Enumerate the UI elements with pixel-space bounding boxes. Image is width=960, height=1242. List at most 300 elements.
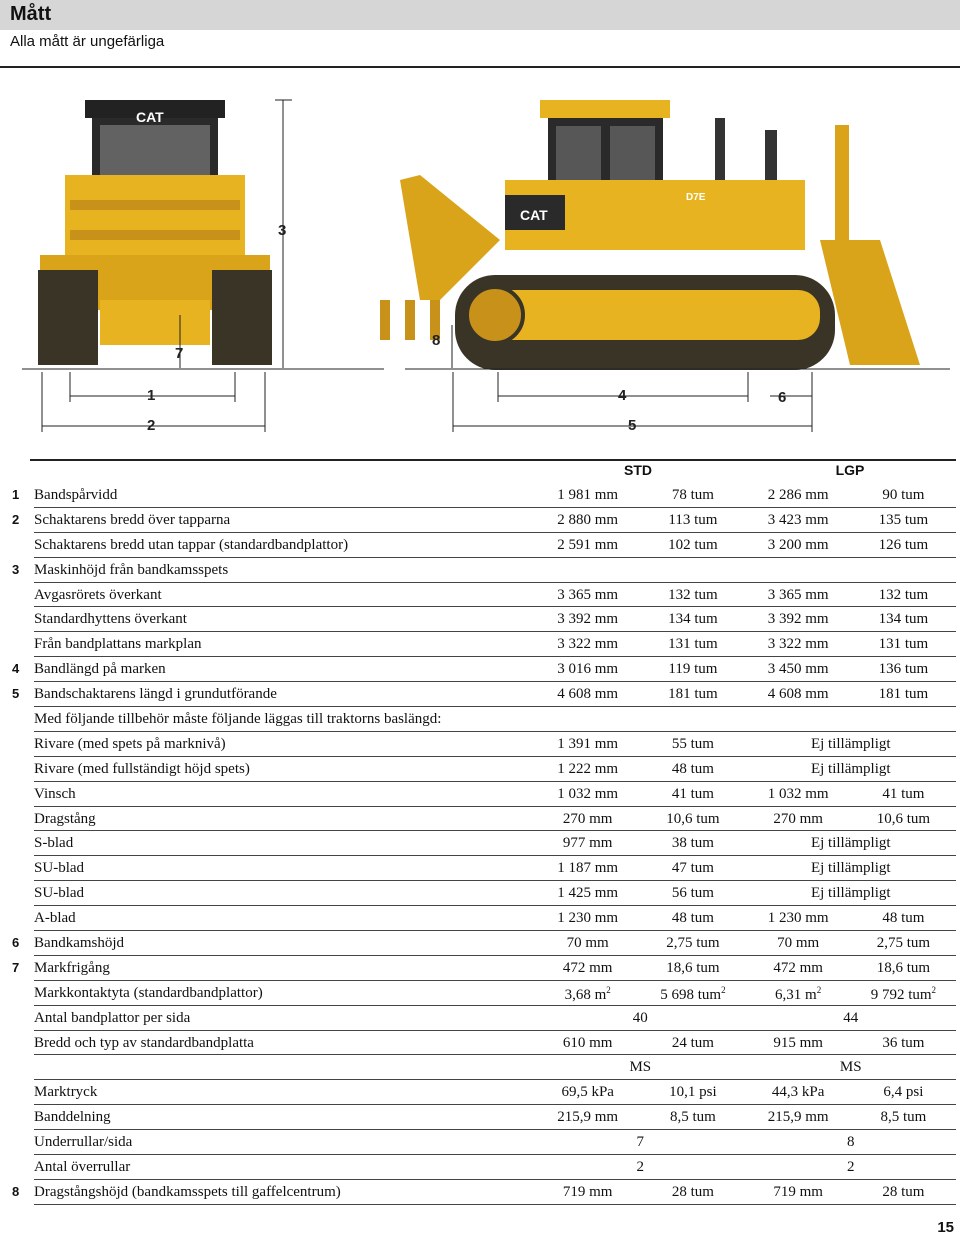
std-metric-value (535, 483, 640, 507)
lgp-imperial-value (851, 582, 956, 607)
lgp-metric-value (746, 483, 851, 507)
std-imperial-value (640, 881, 745, 906)
std-metric-value (535, 731, 640, 756)
std-metric-value (535, 557, 640, 582)
row-label-text: Marktryck (34, 1084, 98, 1101)
std-imperial-value-text: 102 tum (668, 536, 718, 553)
std-metric-value-text: 215,9 mm (557, 1109, 619, 1126)
std-metric-value-text: 1 230 mm (557, 910, 619, 927)
lgp-imperial-value (851, 632, 956, 657)
std-metric-value (535, 1179, 640, 1204)
row-number (12, 781, 34, 806)
row-label (34, 682, 535, 707)
lgp-imperial-value-text: 134 tum (878, 611, 929, 628)
lgp-imperial-value-text: 90 tum (882, 486, 925, 503)
lgp-merged-value (746, 731, 956, 756)
std-metric-value-text: 70 mm (566, 934, 609, 951)
lgp-imperial-value (851, 1105, 956, 1130)
row-label (34, 582, 535, 607)
callout-4: 4 (618, 387, 627, 404)
row-number (12, 1030, 34, 1055)
lgp-imperial-value (851, 483, 956, 507)
callout-2: 2 (147, 417, 156, 434)
lgp-merged-value (746, 856, 956, 881)
lgp-imperial-value (851, 955, 956, 980)
row-label (34, 1030, 535, 1055)
std-imperial-value-text: 181 tum (668, 686, 718, 703)
lgp-metric-value-text: 270 mm (773, 810, 823, 827)
lgp-imperial-value (851, 557, 956, 582)
row-label (34, 557, 535, 582)
row-label-text: Maskinhöjd från bandkamsspets (34, 561, 229, 578)
lgp-metric-value (746, 906, 851, 931)
std-imperial-value (640, 557, 745, 582)
std-imperial-value-text: 10,1 psi (669, 1084, 717, 1101)
std-imperial-value (640, 731, 745, 756)
lgp-imperial-value-text: 28 tum (882, 1183, 925, 1200)
row-label-text: Bandspårvidd (34, 486, 118, 503)
std-imperial-value-text: 8,5 tum (669, 1109, 716, 1126)
row-label-text: Avgasrörets överkant (34, 586, 162, 603)
std-metric-value (535, 906, 640, 931)
row-label (34, 1179, 535, 1204)
lgp-imperial-value (851, 931, 956, 956)
row-label (34, 483, 535, 507)
row-label (34, 931, 535, 956)
std-imperial-value-text: 56 tum (671, 885, 714, 902)
table-row (12, 931, 956, 956)
row-label-text: Standardhyttens överkant (34, 611, 187, 628)
callout-5: 5 (628, 417, 637, 434)
page-number: 15 (937, 1219, 954, 1236)
table-row (12, 1105, 956, 1130)
row-number (12, 1080, 34, 1105)
lgp-merged-value-text: 8 (847, 1134, 855, 1151)
lgp-imperial-value-text: 136 tum (878, 661, 929, 678)
lgp-metric-value (746, 657, 851, 682)
lgp-imperial-value-text: 10,6 tum (876, 810, 931, 827)
model-badge: D7E (686, 192, 706, 203)
row-label (34, 1005, 535, 1030)
row-label (34, 632, 535, 657)
table-row (12, 1080, 956, 1105)
std-imperial-value (640, 906, 745, 931)
row-label-text: Antal överrullar (34, 1158, 131, 1175)
row-number (12, 856, 34, 881)
std-metric-value (535, 955, 640, 980)
row-label (34, 532, 535, 557)
table-row (12, 682, 956, 707)
lgp-metric-value-text: 3 423 mm (767, 511, 829, 528)
std-metric-value-text: 2 880 mm (557, 511, 619, 528)
lgp-imperial-value-text: 9 792 tum (870, 987, 932, 1004)
row-label-text: Med följande tillbehör måste följande läggas till traktorns baslängd: (34, 710, 442, 727)
std-imperial-value-text: 38 tum (671, 835, 714, 852)
lgp-metric-value-text: 44,3 kPa (771, 1084, 825, 1101)
std-metric-value (535, 980, 640, 1005)
std-metric-value-text: 610 mm (562, 1034, 613, 1051)
lgp-imperial-value-text: 181 tum (878, 686, 929, 703)
lgp-merged-value (746, 756, 956, 781)
table-row (12, 906, 956, 931)
lgp-merged-value (746, 881, 956, 906)
std-metric-value-text: 1 425 mm (557, 885, 619, 902)
std-metric-value-text: 4 608 mm (557, 686, 619, 703)
header-bar (0, 0, 960, 30)
row-label (34, 856, 535, 881)
row-label (34, 980, 535, 1005)
std-metric-value-text: 3 392 mm (557, 611, 619, 628)
lgp-metric-value (746, 1105, 851, 1130)
row-number-text: 4 (12, 661, 20, 677)
row-label-text: Markkontaktyta (standardbandplattor) (34, 984, 263, 1001)
dimensions-table (12, 483, 956, 1205)
row-label-text: S-blad (34, 835, 74, 852)
row-label-text: Bandlängd på marken (34, 661, 166, 678)
lgp-imperial-value (851, 607, 956, 632)
lgp-metric-value (746, 781, 851, 806)
lgp-imperial-value (851, 1080, 956, 1105)
table-row (12, 707, 956, 732)
lgp-metric-value-text: 3 365 mm (767, 586, 829, 603)
std-imperial-value-text: 131 tum (668, 636, 718, 653)
std-metric-value-text: 1 222 mm (557, 760, 619, 777)
std-metric-value (535, 756, 640, 781)
row-number (12, 1055, 34, 1080)
lgp-metric-value-text: 472 mm (773, 959, 823, 976)
table-row (12, 582, 956, 607)
row-number (12, 731, 34, 756)
std-imperial-value (640, 806, 745, 831)
std-imperial-value (640, 1030, 745, 1055)
row-number (12, 756, 34, 781)
table-row (12, 632, 956, 657)
std-imperial-value-text: 10,6 tum (666, 810, 720, 827)
std-merged-value (535, 1130, 745, 1155)
std-imperial-value-text: 18,6 tum (666, 959, 720, 976)
row-number (12, 955, 34, 980)
lgp-imperial-value (851, 707, 956, 732)
row-number-text: 2 (12, 511, 20, 527)
row-label-text: Bandkamshöjd (34, 934, 125, 951)
lgp-metric-value (746, 955, 851, 980)
row-label-text: Vinsch (34, 785, 76, 802)
std-imperial-value-text: 132 tum (668, 586, 718, 603)
std-metric-value-text: 270 mm (562, 810, 613, 827)
lgp-metric-value-text: 3 392 mm (767, 611, 829, 628)
lgp-imperial-value (851, 507, 956, 532)
table-row (12, 756, 956, 781)
table-row (12, 881, 956, 906)
lgp-imperial-value (851, 1179, 956, 1204)
table-row (12, 1030, 956, 1055)
std-metric-value (535, 682, 640, 707)
lgp-metric-value-text: 6,31 m (775, 987, 817, 1004)
std-metric-value (535, 806, 640, 831)
row-number (12, 1179, 34, 1204)
lgp-metric-value (746, 557, 851, 582)
std-imperial-value (640, 507, 745, 532)
std-imperial-value (640, 955, 745, 980)
lgp-imperial-value-text: 6,4 psi (883, 1084, 924, 1101)
row-label (34, 881, 535, 906)
std-metric-value-text: 1 187 mm (557, 860, 619, 877)
row-label (34, 756, 535, 781)
table-row (12, 980, 956, 1005)
std-merged-value-text: 2 (636, 1158, 645, 1175)
std-metric-value (535, 507, 640, 532)
lgp-metric-value-text: 2 286 mm (767, 486, 829, 503)
std-merged-value (535, 1005, 745, 1030)
callout-1: 1 (147, 387, 156, 404)
front-view-dozer (38, 100, 272, 365)
table-row (12, 483, 956, 507)
table-row (12, 507, 956, 532)
lgp-metric-value (746, 1080, 851, 1105)
callout-7: 7 (175, 345, 184, 362)
lgp-imperial-value (851, 781, 956, 806)
lgp-merged-value-text: Ej tillämpligt (810, 835, 891, 852)
lgp-imperial-value-text: 48 tum (882, 910, 925, 927)
lgp-metric-value (746, 707, 851, 732)
lgp-metric-value-text: 719 mm (773, 1183, 823, 1200)
row-number (12, 980, 34, 1005)
row-label (34, 507, 535, 532)
std-imperial-value (640, 707, 745, 732)
row-number-text: 8 (12, 1183, 20, 1199)
std-imperial-value-text: 113 tum (668, 511, 718, 528)
page-subtitle: Alla mått är ungefärliga (10, 33, 165, 50)
std-imperial-value-exponent: 2 (721, 985, 726, 996)
table-row (12, 1155, 956, 1180)
table-row (12, 1005, 956, 1030)
std-imperial-value (640, 632, 745, 657)
lgp-imperial-value-text: 8,5 tum (880, 1109, 927, 1126)
row-number-text: 1 (12, 487, 20, 503)
row-number-text: 6 (12, 934, 20, 950)
lgp-imperial-value-text: 41 tum (882, 785, 925, 802)
std-imperial-value-text: 55 tum (671, 735, 714, 752)
std-imperial-value-text: 134 tum (668, 611, 718, 628)
std-imperial-value-text: 48 tum (671, 760, 714, 777)
std-metric-value (535, 781, 640, 806)
row-number (12, 483, 34, 507)
std-imperial-value (640, 856, 745, 881)
table-top-rule (30, 459, 956, 461)
row-label (34, 1080, 535, 1105)
row-label-text: Antal bandplattor per sida (34, 1009, 191, 1026)
std-metric-value-text: 3 016 mm (557, 661, 619, 678)
callout-6: 6 (778, 389, 787, 406)
lgp-imperial-value (851, 657, 956, 682)
lgp-imperial-value (851, 906, 956, 931)
std-metric-value (535, 831, 640, 856)
lgp-imperial-value-text: 126 tum (878, 536, 929, 553)
row-number (12, 1155, 34, 1180)
std-metric-value-text: 1 391 mm (557, 735, 619, 752)
lgp-metric-value (746, 1030, 851, 1055)
lgp-metric-value (746, 931, 851, 956)
std-merged-value-text: 7 (636, 1134, 645, 1151)
row-label-text: Banddelning (34, 1109, 111, 1126)
side-logo: CAT (520, 207, 548, 223)
row-label-text: Schaktarens bredd över tapparna (34, 511, 231, 528)
std-imperial-value (640, 1105, 745, 1130)
row-label-text: Dragstångshöjd (bandkamsspets till gaffelcentrum) (34, 1183, 341, 1200)
std-merged-value-text: MS (629, 1059, 652, 1076)
table-row (12, 1130, 956, 1155)
lgp-metric-value-text: 3 450 mm (767, 661, 829, 678)
table-row (12, 831, 956, 856)
lgp-imperial-value (851, 532, 956, 557)
lgp-merged-value-text: Ej tillämpligt (810, 735, 891, 752)
table-row (12, 806, 956, 831)
row-label-text: Från bandplattans markplan (34, 636, 202, 653)
std-metric-value-text: 3,68 m (564, 987, 607, 1004)
std-metric-value-text: 719 mm (562, 1183, 613, 1200)
std-imperial-value-text: 41 tum (671, 785, 714, 802)
std-imperial-value-text: 5 698 tum (660, 987, 722, 1004)
std-metric-value-text: 977 mm (562, 835, 613, 852)
std-merged-value (535, 1055, 745, 1080)
row-number (12, 557, 34, 582)
row-label (34, 1055, 535, 1080)
std-metric-value-text: 1 032 mm (557, 785, 619, 802)
lgp-metric-value-text: 915 mm (773, 1034, 823, 1051)
lgp-metric-value (746, 582, 851, 607)
std-metric-value (535, 931, 640, 956)
row-number-text: 7 (12, 959, 20, 975)
std-imperial-value (640, 756, 745, 781)
group-header-lgp: LGP (835, 462, 865, 478)
row-number (12, 1130, 34, 1155)
callout-8: 8 (432, 332, 441, 349)
lgp-merged-value-text: Ej tillämpligt (810, 760, 891, 777)
lgp-metric-value (746, 980, 851, 1005)
lgp-imperial-value (851, 682, 956, 707)
lgp-imperial-value-text: 135 tum (878, 511, 929, 528)
lgp-metric-value-text: 4 608 mm (767, 686, 829, 703)
std-imperial-value-text: 28 tum (671, 1183, 714, 1200)
lgp-imperial-value-text: 18,6 tum (876, 959, 931, 976)
lgp-metric-value-text: 215,9 mm (767, 1109, 829, 1126)
row-number (12, 881, 34, 906)
std-metric-value-text: 69,5 kPa (561, 1084, 614, 1101)
row-label-text: Markfrigång (34, 959, 110, 976)
std-metric-value (535, 1105, 640, 1130)
lgp-imperial-value-exponent: 2 (931, 985, 937, 996)
table-row (12, 955, 956, 980)
lgp-merged-value-text: 2 (847, 1158, 855, 1175)
lgp-metric-value-text: 3 200 mm (767, 536, 829, 553)
table-row (12, 856, 956, 881)
row-label (34, 906, 535, 931)
lgp-imperial-value-text: 131 tum (878, 636, 929, 653)
std-imperial-value (640, 483, 745, 507)
row-number (12, 582, 34, 607)
table-row (12, 1055, 956, 1080)
lgp-metric-value-text: 70 mm (777, 934, 820, 951)
lgp-metric-value-text: 1 032 mm (767, 785, 829, 802)
lgp-merged-value-text: MS (839, 1059, 862, 1076)
std-imperial-value (640, 657, 745, 682)
row-number (12, 806, 34, 831)
table-row (12, 1179, 956, 1204)
lgp-imperial-value (851, 1030, 956, 1055)
lgp-imperial-value (851, 980, 956, 1005)
lgp-metric-value-text: 1 230 mm (767, 910, 829, 927)
std-imperial-value (640, 980, 745, 1005)
page-title: Mått (10, 3, 52, 25)
std-imperial-value-text: 48 tum (671, 910, 714, 927)
std-metric-value-text: 3 322 mm (557, 636, 619, 653)
row-label (34, 806, 535, 831)
lgp-imperial-value-text: 132 tum (878, 586, 929, 603)
std-metric-value-text: 472 mm (562, 959, 613, 976)
std-imperial-value-text: 78 tum (671, 486, 714, 503)
lgp-metric-value-exponent: 2 (816, 985, 822, 996)
std-imperial-value (640, 1080, 745, 1105)
row-label (34, 1130, 535, 1155)
lgp-metric-value (746, 532, 851, 557)
std-imperial-value (640, 682, 745, 707)
front-logo: CAT (136, 109, 164, 125)
lgp-metric-value (746, 632, 851, 657)
lgp-merged-value (746, 1155, 956, 1180)
row-label-text: Underrullar/sida (34, 1134, 133, 1151)
lgp-merged-value-text: Ej tillämpligt (810, 860, 891, 877)
std-metric-value (535, 532, 640, 557)
std-metric-value-text: 3 365 mm (557, 586, 619, 603)
std-metric-value (535, 607, 640, 632)
callout-3: 3 (278, 222, 287, 239)
row-label-text: SU-blad (34, 885, 85, 902)
lgp-metric-value (746, 682, 851, 707)
std-metric-value (535, 657, 640, 682)
row-number (12, 831, 34, 856)
row-number (12, 1105, 34, 1130)
table-row (12, 781, 956, 806)
lgp-metric-value (746, 806, 851, 831)
std-imperial-value (640, 931, 745, 956)
table-row (12, 657, 956, 682)
row-label (34, 1105, 535, 1130)
lgp-merged-value-text: Ej tillämpligt (810, 885, 891, 902)
std-imperial-value (640, 532, 745, 557)
std-metric-value (535, 707, 640, 732)
row-label-text: Schaktarens bredd utan tappar (standardbandplattor) (34, 536, 349, 553)
std-metric-value (535, 1080, 640, 1105)
row-label (34, 657, 535, 682)
std-imperial-value-text: 119 tum (668, 661, 718, 678)
table-row (12, 532, 956, 557)
row-number (12, 507, 34, 532)
std-metric-value (535, 582, 640, 607)
std-merged-value-text: 40 (632, 1009, 648, 1026)
row-number (12, 707, 34, 732)
std-metric-value (535, 632, 640, 657)
std-metric-value (535, 1030, 640, 1055)
lgp-metric-value-text: 3 322 mm (767, 636, 829, 653)
row-label (34, 731, 535, 756)
row-label-text: Rivare (med fullständigt höjd spets) (34, 760, 250, 777)
std-metric-value-text: 1 981 mm (557, 486, 619, 503)
row-number (12, 906, 34, 931)
std-metric-value-text: 2 591 mm (557, 536, 619, 553)
row-label-text: SU-blad (34, 860, 85, 877)
lgp-metric-value (746, 607, 851, 632)
std-imperial-value (640, 781, 745, 806)
